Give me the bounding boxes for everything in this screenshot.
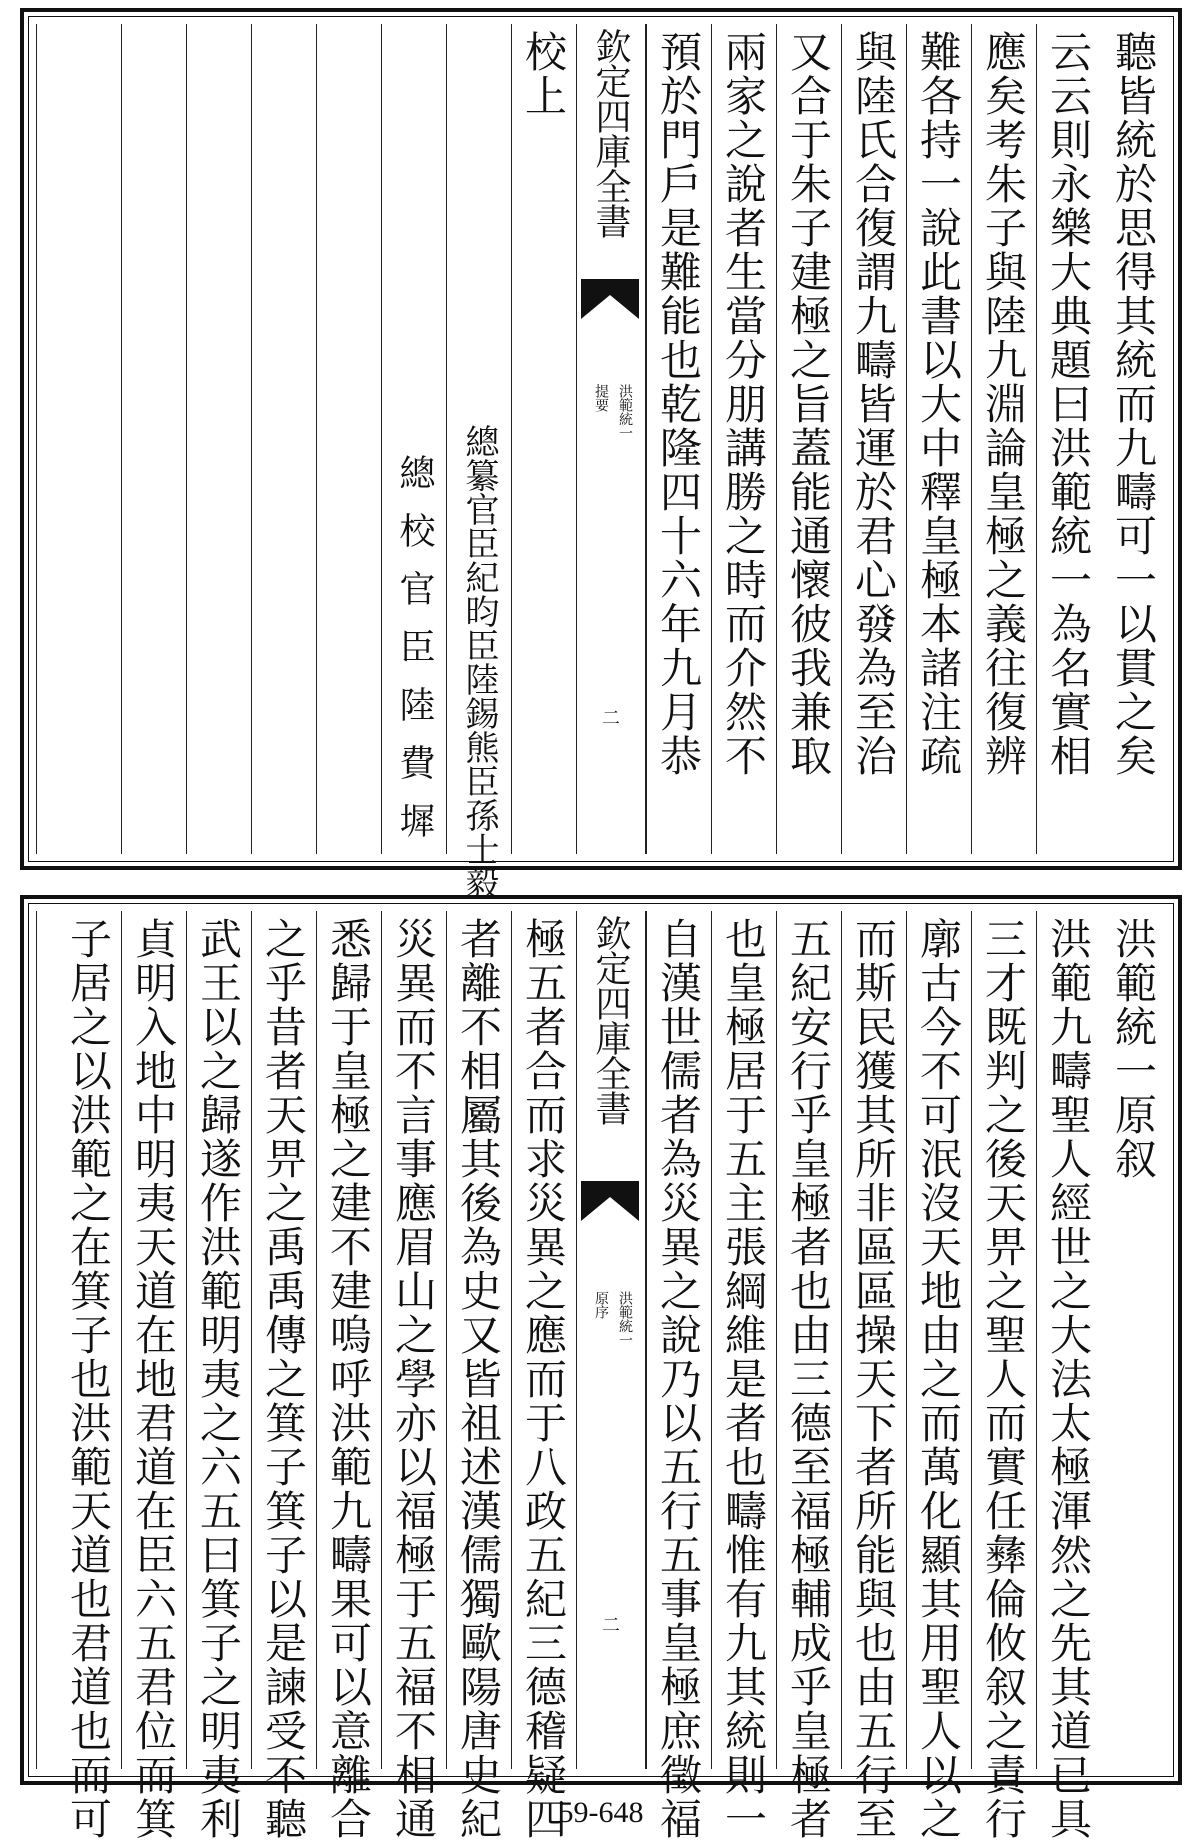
text-column — [446, 911, 511, 1841]
text-column — [906, 24, 971, 854]
text-column — [36, 911, 121, 1841]
text-column — [971, 911, 1036, 1841]
blank-column — [186, 24, 251, 854]
text-column — [841, 911, 906, 1841]
column-text: 武王以之歸遂作洪範明夷之六五曰箕子之明夷利 — [194, 917, 243, 1841]
text-column — [1101, 911, 1166, 1769]
text-column — [711, 911, 776, 1841]
signature-column — [446, 24, 511, 900]
compiler-signature: 總纂官臣紀昀臣陸錫熊臣孫士毅 — [459, 424, 499, 900]
book-title: 洪範統一 — [617, 1291, 633, 1347]
column-text: 之乎昔者天畀之禹禹傳之箕子箕子以是諫受不聽 — [259, 917, 308, 1841]
column-text: 應矣考朱子與陸九淵論皇極之義往復辨 — [979, 30, 1028, 778]
column-text: 而斯民獲其所非區區操天下者所能與也由五行至 — [849, 917, 898, 1841]
text-column — [1036, 911, 1101, 1841]
series-title: 欽定四庫全書 — [590, 28, 631, 238]
signature-column — [381, 24, 446, 860]
text-column — [1036, 24, 1101, 854]
column-text: 極五者合而求災異之應而于八政五紀三德稽疑四 — [519, 917, 568, 1841]
column-text: 自漢世儒者為災異之說乃以五行五事皇極庶徵福 — [654, 917, 703, 1841]
text-column — [251, 911, 316, 1841]
volume-page-number: 59-648 — [558, 1796, 644, 1829]
column-text: 悉歸于皇極之建不建嗚呼洪範九疇果可以意離合 — [324, 917, 373, 1841]
column-text: 預於門戶是難能也乾隆四十六年九月恭 — [654, 30, 703, 778]
column-text: 五紀安行乎皇極者也由三德至福極輔成乎皇極者 — [784, 917, 833, 1841]
blank-column — [251, 24, 316, 854]
column-text: 與陸氏合復謂九疇皆運於君心發為至治 — [849, 30, 898, 778]
column-text: 貞明入地中明夷天道在地君道在臣六五君位而箕 — [129, 917, 178, 1841]
text-column — [776, 24, 841, 854]
page-number: 二 — [602, 1615, 620, 1636]
column-text: 云云則永樂大典題曰洪範統一為名實相 — [1044, 30, 1093, 778]
text-column — [971, 24, 1036, 854]
center-fold-column — [576, 24, 646, 854]
column-text: 校上 — [519, 30, 568, 118]
section-title: 提要 — [593, 384, 609, 412]
text-column — [841, 24, 906, 854]
text-column — [511, 911, 576, 1841]
book-title: 洪範統一 — [617, 384, 633, 440]
page-number: 二 — [602, 708, 620, 729]
column-text: 又合于朱子建極之旨蓋能通懷彼我兼取 — [784, 30, 833, 778]
text-column — [316, 911, 381, 1841]
column-text: 洪範九疇聖人經世之大法太極渾然之先其道已具 — [1044, 917, 1093, 1841]
text-column — [646, 911, 711, 1841]
text-column — [1101, 24, 1166, 854]
collator-signature: 總校官臣陸費墀 — [394, 454, 435, 860]
text-column — [646, 24, 711, 854]
blank-column — [121, 24, 186, 854]
blank-column — [36, 24, 121, 854]
fishtail-mark-icon — [581, 1181, 639, 1221]
top-page-frame — [20, 8, 1182, 900]
fishtail-mark-icon — [581, 279, 639, 319]
column-text: 災異而不言事應眉山之學亦以福極于五福不相通 — [389, 917, 438, 1841]
text-column — [121, 911, 186, 1841]
text-column — [776, 911, 841, 1841]
column-text: 三才既判之後天畀之聖人而實任彝倫攸叙之責行 — [979, 917, 1028, 1841]
blank-column — [316, 24, 381, 854]
text-column — [511, 24, 576, 854]
column-text: 者離不相屬其後為史又皆祖述漢儒獨歐陽唐史紀 — [454, 917, 503, 1841]
text-column — [906, 911, 971, 1841]
column-text: 兩家之說者生當分朋講勝之時而介然不 — [719, 30, 768, 778]
column-text: 子居之以洪範之在箕子也洪範天道也君道也而可 — [64, 917, 113, 1841]
text-column — [711, 24, 776, 854]
column-text: 也皇極居于五主張綱維是者也疇惟有九其統則一 — [719, 917, 768, 1841]
text-column — [381, 911, 446, 1841]
column-text: 聽皆統於思得其統而九疇可一以貫之矣 — [1109, 30, 1158, 778]
series-title: 欽定四庫全書 — [590, 915, 631, 1125]
center-fold-column — [576, 911, 646, 1769]
section-title: 原序 — [593, 1291, 609, 1319]
column-text: 廓古今不可泯沒天地由之而萬化顯其用聖人以之 — [914, 917, 963, 1841]
preface-heading: 洪範統一原叙 — [1109, 917, 1158, 1181]
text-column — [186, 911, 251, 1841]
column-text: 難各持一說此書以大中釋皇極本諸注疏 — [914, 30, 963, 778]
